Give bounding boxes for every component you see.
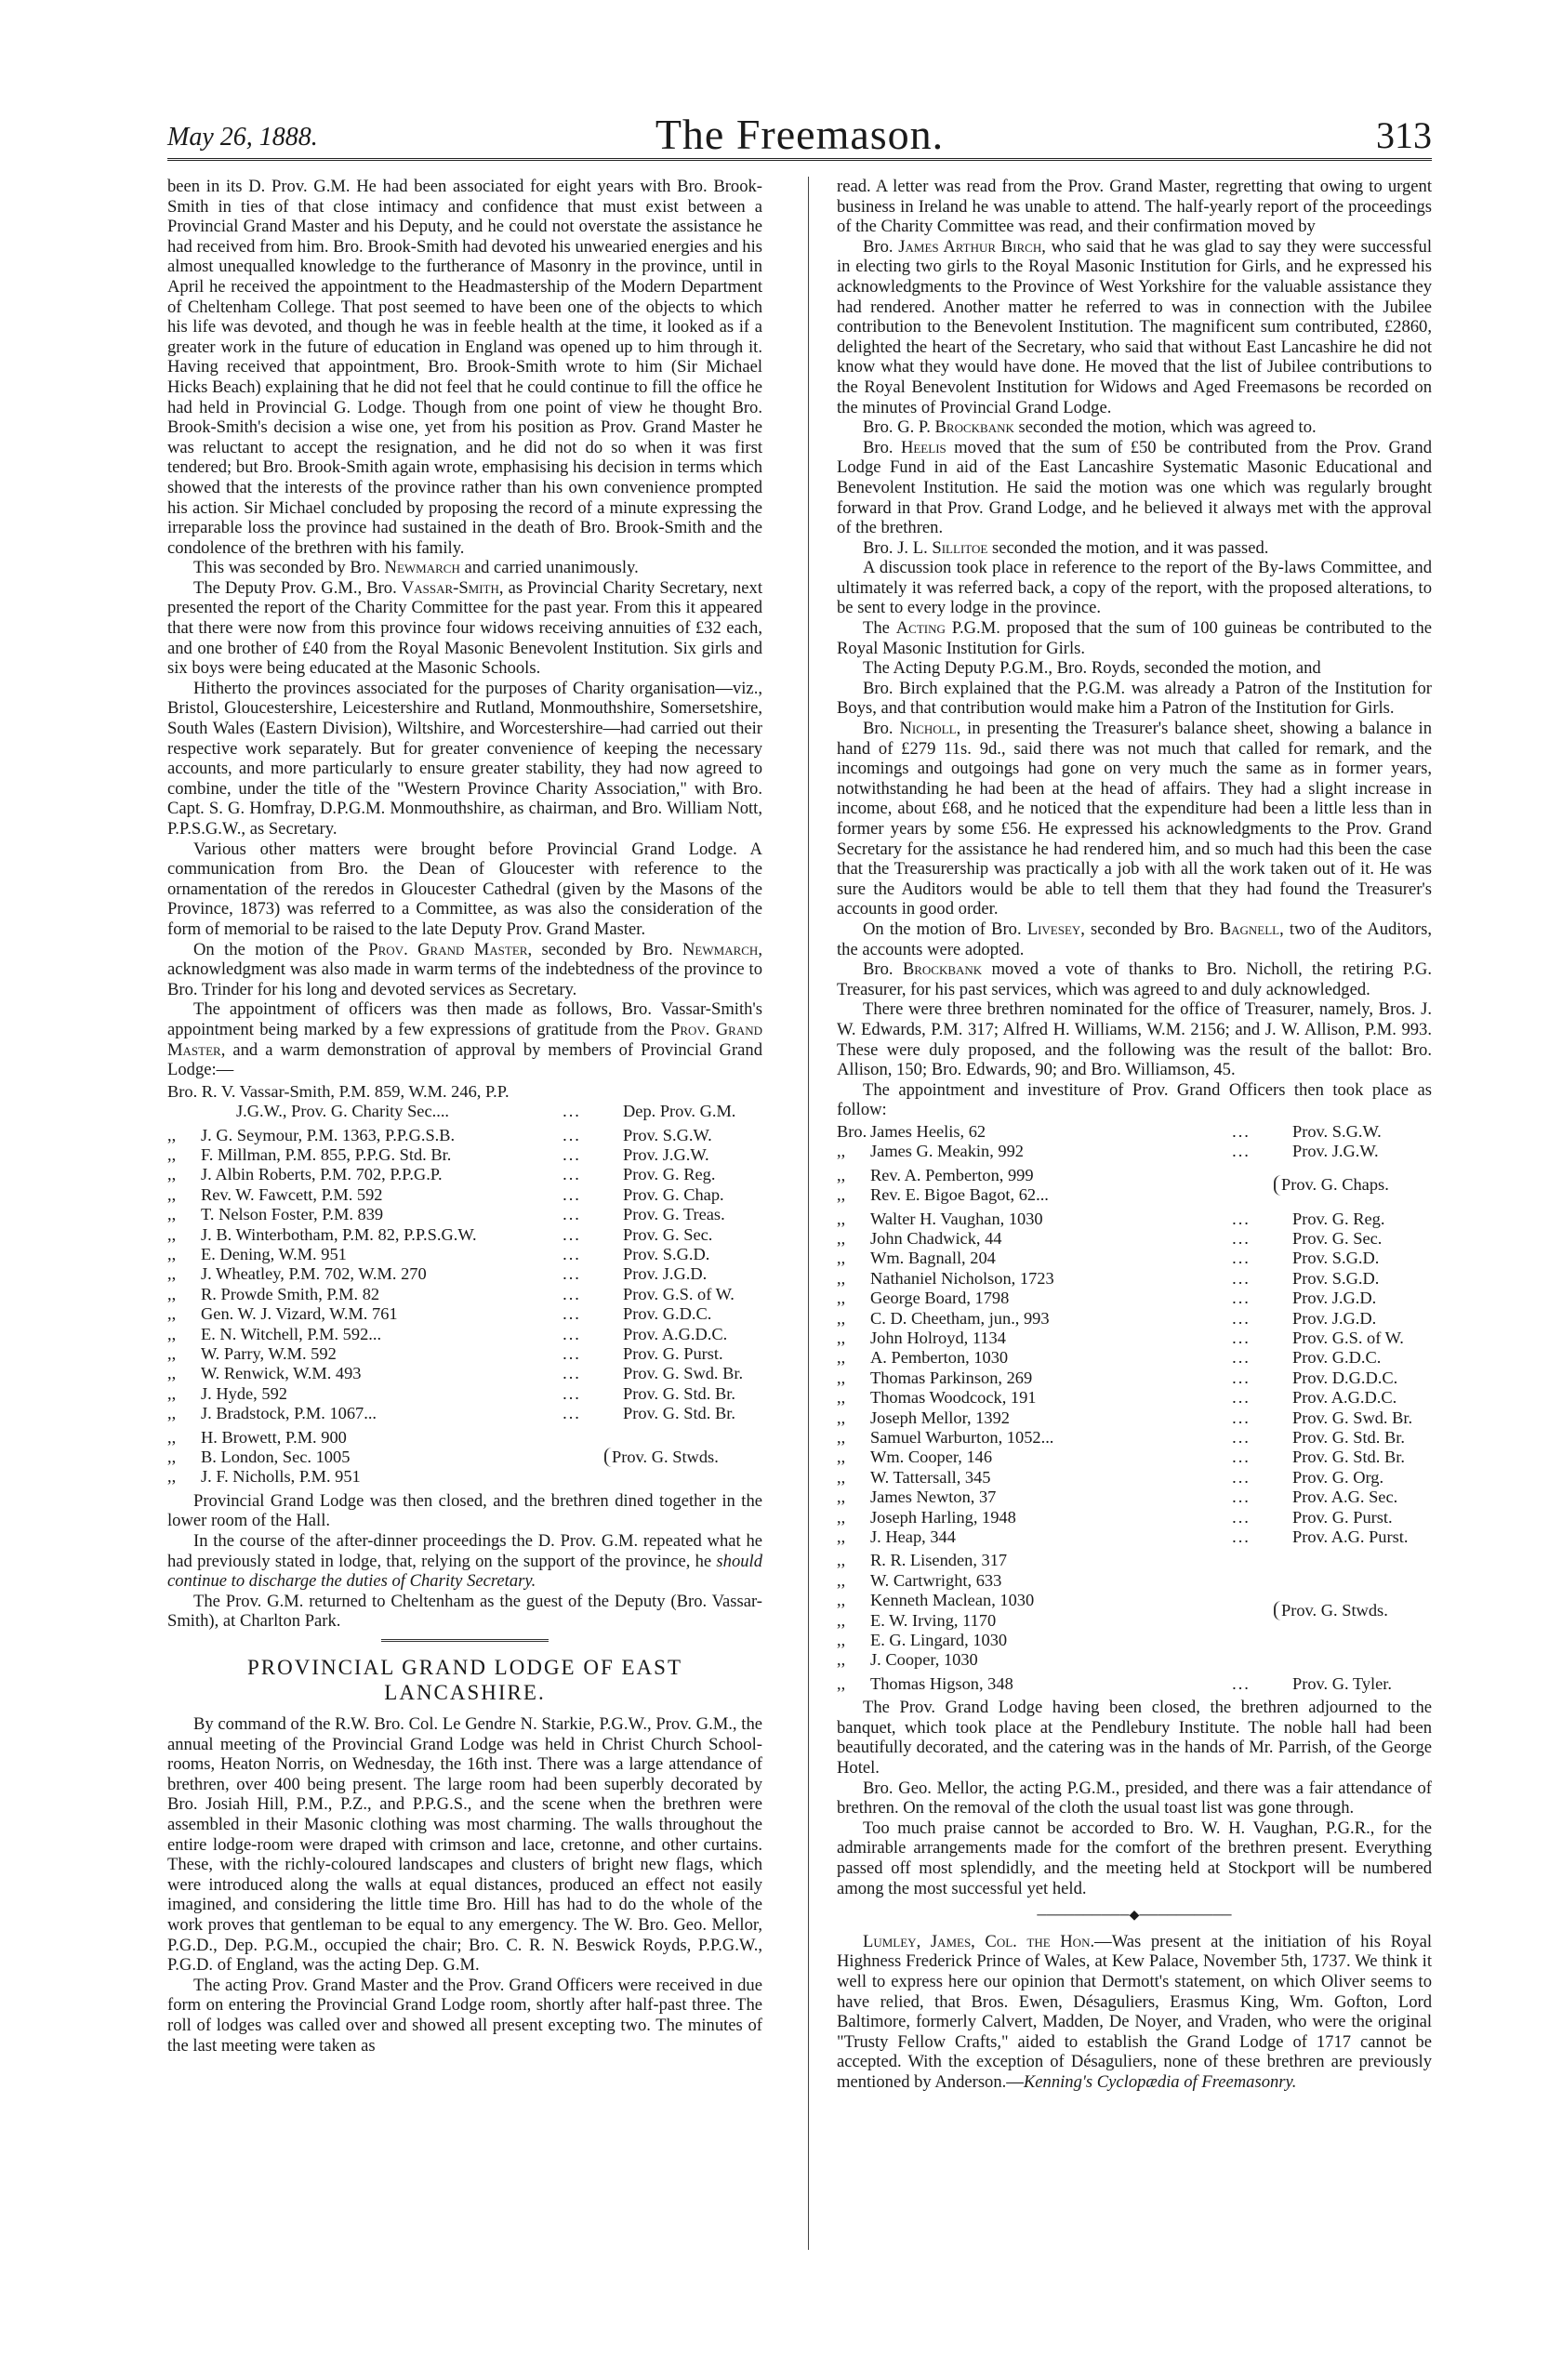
officer-name: T. Nelson Foster, P.M. 839 [201,1205,384,1224]
officer-prefix: ,, [167,1324,177,1343]
officer-office: Prov. J.G.W. [1292,1142,1379,1161]
officer-row: ,, George Board, 1798 ... Prov. J.G.D. [837,1289,1432,1308]
officer-prefix: ,, [167,1184,177,1204]
paragraph: By command of the R.W. Bro. Col. Le Gendre N. Starkie, P.G.W., Prov. G.M., the annual meeting of the Provincial Grand Lodge was held in Christ Church School-rooms, Heaton Norris, on Wednesday, the 16th inst. There was a large attendance of brethren, over 400 being present. The large room had been superbly decorated by Bro. Josiah Hill, P.M., P.Z., and P.P.G.S., and the scene when the brethren were assembled in their Masonic clothing was most charming. The walls throughout the entire lodge-room were draped with crimson and lace, cretonne, and other curtains. These, with the richly-coloured landscapes and clusters of bright new flags, which were introduced along the walls at equal distances, produced an effect not easily imagined, and considering the little time Bro. Hill has had to do the whole of the work proves that gentleman to be equal to any emergency. The W. Bro. Geo. Mellor, P.G.D., Dep. P.G.M., occupied the chair; Bro. C. R. N. Beswick Royds, P.P.G.W., P.G.D. of England, was the acting Dep. G.M. [167,1714,762,1976]
masthead [167,110,1432,158]
column-divider [808,177,809,2250]
page-number: 313 [1376,114,1432,156]
officer-office: Prov. G. Sec. [623,1224,713,1244]
officer-office: Prov. G.D.C. [623,1304,712,1324]
officer-name: Bro. R. V. Vassar-Smith, P.M. 859, W.M. 246, P.P. [167,1081,510,1101]
officer-prefix: ,, [837,1289,846,1308]
right-column [837,177,1432,2093]
officer-row: ,, Thomas Parkinson, 269 ... Prov. D.G.D.C. [837,1368,1432,1388]
officer-prefix: ,, [837,1268,846,1288]
officer-name: F. Millman, P.M. 855, P.P.G. Std. Br. [201,1144,452,1164]
officers-list [167,1126,762,1424]
officer-office: Prov. S.G.W. [1292,1121,1382,1141]
officer-office: Prov. G. Reg. [1292,1209,1385,1228]
officer-office: Prov. J.G.D. [623,1264,708,1284]
officer-row: J.G.W., Prov. G. Charity Sec.... ... Dep. Prov. G.M. [167,1102,762,1121]
officer-office: Prov. G.D.C. [1292,1348,1382,1368]
officer-office: Prov. S.G.D. [1292,1268,1380,1288]
officer-name: James Newton, 37 [870,1488,997,1507]
officer-name: Nathaniel Nicholson, 1723 [870,1268,1054,1288]
stewards-office: Prov. G. Stwds. [604,1448,719,1467]
officer-prefix: ,, [167,1404,177,1423]
officer-row: ,, Walter H. Vaughan, 1030 ... Prov. G. Reg. [837,1210,1432,1229]
officer-row: ,, W. Parry, W.M. 592 ... Prov. G. Purst. [167,1344,762,1364]
officer-row: ,, John Chadwick, 44 ... Prov. G. Sec. [837,1229,1432,1249]
officer-row: ,, E. Dening, W.M. 951 ... Prov. S.G.D. [167,1245,762,1264]
paragraph: Too much praise cannot be accorded to Bro. W. H. Vaughan, P.G.R., for the admirable arrangements made for the comfort of the brethren present. Everything passed off most splendidly, and the meeting held at Stockport will be numbered among the most successful yet held. [837,1818,1432,1898]
officer-name: J. Wheatley, P.M. 702, W.M. 270 [201,1264,427,1284]
officer-row: ,, T. Nelson Foster, P.M. 839 ... Prov. G. Treas. [167,1205,762,1224]
officer-name: W. Renwick, W.M. 493 [201,1364,362,1383]
officer-name: W. Parry, W.M. 592 [201,1344,337,1363]
officer-prefix: ,, [837,1408,846,1427]
officer-prefix: ,, [837,1348,846,1368]
officer-row: ,, J. Bradstock, P.M. 1067... ... Prov. G. Std. Br. [167,1404,762,1423]
officer-row: ,, J. B. Winterbotham, P.M. 82, P.P.S.G.W. ... Prov. G. Sec. [167,1225,762,1245]
officer-prefix: Bro. [837,1121,867,1141]
paragraph: In the course of the after-dinner proceedings the D. Prov. G.M. repeated what he had previously stated in lodge, that, relying on the support of the province, he should continue to discharge the duties of Charity Secretary. [167,1531,762,1592]
officer-office: Prov. G. Chap. [623,1184,724,1204]
officer-name: ,, E. G. Lingard, 1030 [837,1631,1008,1650]
officer-prefix: ,, [167,1165,177,1184]
officer-name: ,, Rev. A. Pemberton, 999 [837,1165,1034,1184]
officer-office: Prov. G. Reg. [623,1165,716,1184]
officer-prefix: ,, [837,1388,846,1408]
officer-name: J. B. Winterbotham, P.M. 82, P.P.S.G.W. [201,1224,477,1244]
officer-office: Prov. J.G.D. [1292,1289,1377,1308]
officer-name: E. N. Witchell, P.M. 592... [201,1324,382,1343]
officer-name: Thomas Higson, 348 [870,1673,1013,1693]
paragraph: On the motion of Bro. Livesey, seconded by Bro. Bagnell, two of the Auditors, the accounts were adopted. [837,919,1432,959]
paragraph: Provincial Grand Lodge was then closed, and the brethren dined together in the lower room of the Hall. [167,1490,762,1531]
officer-office: Prov. J.G.W. [623,1144,709,1164]
officer-row: ,, W. Tattersall, 345 ... Prov. G. Org. [837,1468,1432,1488]
officer-name: J.G.W., Prov. G. Charity Sec.... [236,1102,450,1121]
officer-prefix: ,, [167,1244,177,1263]
officer-name: Joseph Mellor, 1392 [870,1408,1010,1427]
chaplains-names [837,1166,1274,1206]
paragraph: This was seconded by Bro. Newmarch and carried unanimously. [193,558,639,578]
officer-office: Prov. G. Std. Br. [1292,1428,1405,1447]
officer-prefix: ,, [167,1304,177,1324]
officer-name: Walter H. Vaughan, 1030 [870,1209,1043,1228]
officer-row: ,, J. Albin Roberts, P.M. 702, P.P.G.P. ... Prov. G. Reg. [167,1165,762,1184]
officer-name: Thomas Parkinson, 269 [870,1368,1033,1387]
officer-name: ,, J. F. Nicholls, P.M. 951 [167,1467,361,1487]
officer-prefix: ,, [837,1527,846,1547]
paragraph: Bro. James Arthur Birch, who said that he was glad to say they were successful in electing two girls to the Royal Masonic Institution for Girls, and he expressed his acknowledgments to the Province of West Yorkshire for the valuable assistance they had rendered. Another matter he referred to was in connection with the Jubilee contribution to the Benevolent Institution. The magnificent sum contributed, £2860, delighted the heart of the Secretary, who said that without East Lancashire he did not know what they would have done. He moved that the list of Jubilee contributions to the Royal Benevolent Institution for Widows and Aged Freemasons be recorded on the minutes of Provincial Grand Lodge. [837,236,1433,417]
officer-name: Gen. W. J. Vizard, W.M. 761 [201,1304,398,1324]
officer-row: ,, A. Pemberton, 1030 ... Prov. G.D.C. [837,1348,1432,1368]
officer-row: ,, F. Millman, P.M. 855, P.P.G. Std. Br. ... Prov. J.G.W. [167,1145,762,1165]
officer-name: ,, R. R. Lisenden, 317 [837,1551,1008,1570]
officer-office: Prov. S.G.D. [1292,1249,1380,1268]
paragraph: read. A letter was read from the Prov. Grand Master, regretting that owing to urgent business in Ireland he was unable to attend. The half-yearly report of the proceedings of the Charity Committee was read, and their confirmation moved by [837,177,1432,237]
paragraph: The acting Prov. Grand Master and the Prov. Grand Officers were received in due form on entering the Provincial Grand Lodge room, shortly after half-past three. The roll of lodges was called over and showed all present excepting two. The minutes of the last meeting were taken as [167,1975,762,2056]
officer-name: ,, H. Browett, P.M. 900 [167,1427,347,1447]
officer-row: ,, Samuel Warburton, 1052... ... Prov. G. Std. Br. [837,1428,1432,1448]
officer-name: ,, Rev. E. Bigoe Bagot, 62... [837,1185,1049,1205]
officer-row: ,, Joseph Mellor, 1392 ... Prov. G. Swd. Br. [837,1408,1432,1428]
paragraph: Bro. J. L. Sillitoe seconded the motion, and it was passed. [863,537,1269,558]
paragraph: On the motion of the Prov. Grand Master, seconded by Bro. Newmarch, acknowledgment was also made in warm terms of the indebtedness of the province to Bro. Trinder for his long and devoted services as Secretary. [167,939,762,999]
officer-row: ,, Gen. W. J. Vizard, W.M. 761 ... Prov. G.D.C. [167,1304,762,1324]
officer-row: ,, Thomas Higson, 348 ... Prov. G. Tyler. [837,1674,1432,1694]
masthead-rule [167,158,1432,161]
officer-name: W. Tattersall, 345 [870,1467,991,1487]
officer-prefix: ,, [837,1368,846,1387]
officer-row: ,, W. Renwick, W.M. 493 ... Prov. G. Swd. Br. [167,1364,762,1383]
section-rule [381,1639,549,1642]
officer-prefix: ,, [837,1228,846,1248]
officer-office: Prov. G. Org. [1292,1467,1384,1487]
officer-row: ,, Thomas Woodcock, 191 ... Prov. A.G.D.C. [837,1388,1432,1408]
officer-name: R. Prowde Smith, P.M. 82 [201,1284,380,1303]
officer-prefix: ,, [837,1209,846,1228]
officer-name: Rev. W. Fawcett, P.M. 592 [201,1184,383,1204]
officer-prefix: ,, [837,1249,846,1268]
officer-name: Wm. Bagnall, 204 [870,1249,996,1268]
paragraph: Bro. G. P. Brockbank seconded the motion, which was agreed to. [863,417,1317,438]
officer-row: ,, Joseph Harling, 1948 ... Prov. G. Purst. [837,1508,1432,1527]
paragraph: Bro. Brockbank moved a vote of thanks to Bro. Nicholl, the retiring P.G. Treasurer, for his past services, which was agreed to and duly acknowledged. [837,959,1432,999]
paragraph: The Prov. Grand Lodge having been closed, the brethren adjourned to the banquet, which took place at the Pendlebury Institute. The noble hall had been beautifully decorated, and the catering was in the hands of Mr. Parrish, of the George Hotel. [837,1698,1432,1778]
paragraph: Bro. Geo. Mellor, the acting P.G.M., presided, and there was a fair attendance of brethren. On the removal of the cloth the usual toast list was gone through. [837,1778,1432,1818]
officer-row: ,, J. G. Seymour, P.M. 1363, P.P.G.S.B. ... Prov. S.G.W. [167,1126,762,1145]
officers-group-chaplains [837,1166,1432,1206]
officer-prefix: ,, [167,1125,177,1144]
officer-prefix: ,, [167,1205,177,1224]
officer-name: ,, B. London, Sec. 1005 [167,1448,351,1467]
officer-prefix: ,, [167,1284,177,1303]
paragraph: There were three brethren nominated for the office of Treasurer, namely, Bros. J. W. Edwards, P.M. 317; Alfred H. Williams, W.M. 2156; and J. W. Allison, P.M. 993. These were duly proposed, and the following was the result of the ballot: Bro. Allison, 150; Bro. Edwards, 90; and Bro. Williamson, 45. [837,999,1432,1080]
officer-office: Prov. G. Purst. [623,1344,723,1363]
paragraph: Bro. Birch explained that the P.G.M. was already a Patron of the Institution for Boys, and that contribution would make him a Patron of the Institution for Girls. [837,678,1432,719]
officer-name: ,, E. W. Irving, 1170 [837,1610,997,1630]
officer-prefix: ,, [837,1428,846,1447]
stewards-office: Prov. G. Stwds. [1274,1601,1388,1620]
officer-office: Prov. J.G.D. [1292,1308,1377,1328]
chaplains-office: Prov. G. Chaps. [1274,1175,1389,1195]
officer-name: C. D. Cheetham, jun., 993 [870,1308,1050,1328]
officer-prefix: ,, [837,1507,846,1527]
officer-row: ,, Wm. Bagnall, 204 ... Prov. S.G.D. [837,1249,1432,1268]
paragraph: A discussion took place in reference to the report of the By-laws Committee, and ultimately it was referred back, a copy of the report, with the proposed alterations, to be sent to every lodge in the province. [837,558,1432,618]
officer-office: Prov. G.S. of W. [623,1284,735,1303]
officer-office: Prov. A.G. Purst. [1292,1527,1409,1547]
officers-group-stewards [837,1551,1432,1670]
paragraph: The Acting Deputy P.G.M., Bro. Royds, seconded the motion, and [863,658,1321,679]
officer-row: ,, R. Prowde Smith, P.M. 82 ... Prov. G.S. of W. [167,1285,762,1304]
stewards-names [837,1551,1274,1670]
officer-office: Prov. G. Treas. [623,1205,725,1224]
officers-table-gloucestershire [167,1082,762,1122]
officer-row: ,, Rev. W. Fawcett, P.M. 592 ... Prov. G. Chap. [167,1185,762,1205]
paragraph: Bro. Nicholl, in presenting the Treasurer's balance sheet, showing a balance in hand of £279 11s. 9d., said there was not much that called for remark, and the incomings and outgoings had gone on very much the same as in former years, notwithstanding he had been at the head of affairs. They had a slight increase in income, about £68, and he noticed that the expenditure had been a little less than in former years by some £56. He expressed his acknowledgments to the Prov. Grand Secretary for the assistance he had rendered him, and so much had this been the case that the Treasurership was practically a job with all the work taken out of it. He was sure the Auditors would be able to tell them that they had found the Treasurer's accounts in good order. [837,719,1432,919]
officer-name: A. Pemberton, 1030 [870,1348,1009,1368]
officer-name: J. Hyde, 592 [201,1383,287,1403]
officer-prefix: ,, [167,1224,177,1244]
officer-name: J. G. Seymour, P.M. 1363, P.P.G.S.B. [201,1125,456,1144]
paragraph: Hitherto the provinces associated for the purposes of Charity organisation—viz., Bristol, Gloucestershire, Leicestershire and Rutland, Monmouthshire, Somersetshire, South Wales (Eastern Division), Wiltshire, and Worcestershire—had carried out their respective work separately. But for greater convenience of keeping the necessary accounts, and more particularly to ensure greater stability, they had now agreed to combine, under the title of the "Western Province Charity Association," with Bro. Capt. S. G. Homfray, D.P.G.M. Monmouthshire, as chairman, and Bro. William Nott, P.P.S.G.W., as Secretary. [167,678,762,839]
officer-prefix: ,, [837,1328,846,1347]
paragraph: The appointment of officers was then made as follows, Bro. Vassar-Smith's appointment being marked by a few expressions of gratitude from the Prov. Grand Master, and a warm demonstration of approval by members of Provincial Grand Lodge:— [167,999,762,1080]
officer-name: Joseph Harling, 1948 [870,1507,1016,1527]
officer-row: ,, James Newton, 37 ... Prov. A.G. Sec. [837,1488,1432,1507]
paragraph: been in its D. Prov. G.M. He had been associated for eight years with Bro. Brook-Smith in ties of that close intimacy and confidence that must exist between a Provincial Grand Master and his Deputy, and he could not overstate the assistance he had received from him. Bro. Brook-Smith had devoted his unwearied energies and his almost unequalled knowledge to the furtherance of Masonry in the province, until in April he received the appointment to the Headmastership of the Modern Department of Cheltenham College. That post seemed to have been one of the objects to which his life was devoted, and though he was in feeble health at the time, it looked as if a greater work in the future of education in England was opened up to him through it. Having received that appointment, Bro. Brook-Smith wrote to him (Sir Michael Hicks Beach) explaining that he did not feel that he could continue to fill the office he had held in Provincial G. Lodge. Though from one point of view he thought Bro. Brook-Smith's decision a wise one, yet from his position as Prov. Grand Master he was reluctant to accept the resignation, and he did not do so when it was first tendered; but Bro. Brook-Smith again wrote, emphasising his decision in terms which showed that the interests of the province rather than his own convenience prompted his action. Sir Michael concluded by proposing the record of a minute expressing the irreparable loss the province had sustained in the death of Bro. Brook-Smith and the condolence of the brethren with his family. [167,177,762,558]
officer-office: Prov. A.G.D.C. [623,1324,728,1343]
officer-prefix: ,, [167,1383,177,1403]
officer-name: J. Bradstock, P.M. 1067... [201,1404,377,1423]
officer-name: Thomas Woodcock, 191 [870,1388,1037,1408]
officer-name: E. Dening, W.M. 951 [201,1244,347,1263]
officer-office: Prov. G. Std. Br. [1292,1448,1405,1467]
officer-office: Prov. G. Sec. [1292,1228,1383,1248]
officer-prefix: ,, [837,1488,846,1507]
officer-name: Wm. Cooper, 146 [870,1448,993,1467]
officer-row: ,, J. Heap, 344 ... Prov. A.G. Purst. [837,1527,1432,1547]
publication-title: The Freemason. [655,111,945,158]
officer-prefix: ,, [837,1467,846,1487]
officer-row: ,, James G. Meakin, 992 ... Prov. J.G.W. [837,1142,1432,1161]
officers-list [837,1122,1432,1162]
paragraph: Lumley, James, Col. the Hon.—Was present at the initiation of his Royal Highness Frederick Prince of Wales, at Kew Palace, November 5th, 1737. We think it well to express here our opinion that Dermott's statement, on which Oliver seems to have relied, that Bros. Ewen, Désaguliers, Erasmus King, Wm. Gofton, Lord Baltimore, formerly Calvert, Madden, De Noyer, and Vraden, who were the original "Trusty Fellow Crafts," aided to establish the Grand Lodge of 1717 cannot be accepted. With the exception of Désaguliers, none of these brethren are previously mentioned by Anderson.—Kenning's Cyclopædia of Freemasonry. [837,1931,1432,2092]
officer-office: Prov. G. Swd. Br. [623,1364,744,1383]
officer-prefix: ,, [837,1308,846,1328]
paragraph: Various other matters were brought before Provincial Grand Lodge. A communication from Bro. the Dean of Gloucester with reference to the ornamentation of the reredos in Gloucester Cathedral (given by the Masons of the Province, 1873) was referred to a Committee, as was also the consideration of the form of memorial to be raised to the late Deputy Prov. Grand Master. [167,839,762,939]
officer-name: James G. Meakin, 992 [870,1142,1024,1161]
officer-office: Prov. A.G. Sec. [1292,1488,1398,1507]
officers-tyler [837,1674,1432,1694]
stewards-names [167,1428,604,1488]
officer-office: Prov. G. Tyler. [1292,1673,1393,1693]
officer-prefix: ,, [167,1264,177,1284]
officer-row: ,, J. Wheatley, P.M. 702, W.M. 270 ... Prov. J.G.D. [167,1264,762,1284]
officer-office: Prov. S.G.D. [623,1244,710,1263]
officer-name: George Board, 1798 [870,1289,1010,1308]
officer-row [167,1082,762,1102]
officers-list [837,1210,1432,1548]
officer-name: J. Albin Roberts, P.M. 702, P.P.G.P. [201,1165,443,1184]
officer-office: Prov. G. Std. Br. [623,1404,735,1423]
paragraph: The Deputy Prov. G.M., Bro. Vassar-Smith, as Provincial Charity Secretary, next presented the report of the Charity Committee for the past year. From this it appeared that there were now from this province four widows receiving annuities of £32 each, and one brother of £40 from the Royal Masonic Benevolent Institution. Six girls and six boys were being educated at the Masonic Schools. [167,577,762,679]
section-heading: PROVINCIAL GRAND LODGE OF EAST LANCASHIRE. [246,1656,683,1704]
officer-row: Bro. James Heelis, 62 ... Prov. S.G.W. [837,1122,1432,1142]
officer-office: Prov. D.G.D.C. [1292,1368,1398,1387]
left-column [167,177,762,2056]
officer-office: Prov. A.G.D.C. [1292,1388,1397,1408]
officer-name: ,, Kenneth Maclean, 1030 [837,1591,1035,1610]
officer-prefix: ,, [167,1144,177,1164]
officer-office: Dep. Prov. G.M. [623,1102,736,1121]
officer-office: Prov. G. Std. Br. [623,1383,735,1403]
section-ornament: ──────────◆────────── [1037,1909,1232,1924]
officer-name: Samuel Warburton, 1052... [870,1428,1054,1447]
officer-name: John Chadwick, 44 [870,1228,1002,1248]
officer-office: Prov. G.S. of W. [1292,1328,1404,1347]
officer-prefix: ,, [167,1344,177,1363]
paragraph: The appointment and investiture of Prov. Grand Officers then took place as follow: [837,1079,1432,1120]
officers-group-stewards [167,1428,762,1488]
officer-name: ,, J. Cooper, 1030 [837,1650,978,1670]
officer-row: ,, Wm. Cooper, 146 ... Prov. G. Std. Br. [837,1448,1432,1467]
officer-name: John Holroyd, 1134 [870,1328,1006,1347]
officer-name: ,, W. Cartwright, 633 [837,1570,1002,1590]
officer-name: J. Heap, 344 [870,1527,956,1547]
officer-office: Prov. G. Purst. [1292,1507,1393,1527]
officer-row: ,, C. D. Cheetham, jun., 993 ... Prov. J.G.D. [837,1309,1432,1329]
paragraph: The Prov. G.M. returned to Cheltenham as the guest of the Deputy (Bro. Vassar-Smith), at Charlton Park. [167,1591,762,1632]
paragraph: Bro. Heelis moved that the sum of £50 be contributed from the Prov. Grand Lodge Fund in aid of the East Lancashire Systematic Masonic Educational and Benevolent Institution. He said the motion was one which was regularly brought forward in that Prov. Grand Lodge, and he believed it always met with the approval of the brethren. [837,437,1432,538]
officer-prefix: ,, [837,1448,846,1467]
officer-name: James Heelis, 62 [870,1121,986,1141]
paragraph: The Acting P.G.M. proposed that the sum of 100 guineas be contributed to the Royal Masonic Institution for Girls. [837,618,1433,658]
officer-row: ,, E. N. Witchell, P.M. 592... ... Prov. A.G.D.C. [167,1325,762,1344]
officer-prefix: ,, [837,1142,846,1161]
officer-office: Prov. S.G.W. [623,1125,712,1144]
officer-row: ,, J. Hyde, 592 ... Prov. G. Std. Br. [167,1384,762,1404]
officer-office: Prov. G. Swd. Br. [1292,1408,1413,1427]
issue-date: May 26, 1888. [167,123,318,152]
officer-prefix: ,, [167,1364,177,1383]
officer-row: ,, John Holroyd, 1134 ... Prov. G.S. of W. [837,1329,1432,1348]
officer-row: ,, Nathaniel Nicholson, 1723 ... Prov. S.G.D. [837,1269,1432,1289]
